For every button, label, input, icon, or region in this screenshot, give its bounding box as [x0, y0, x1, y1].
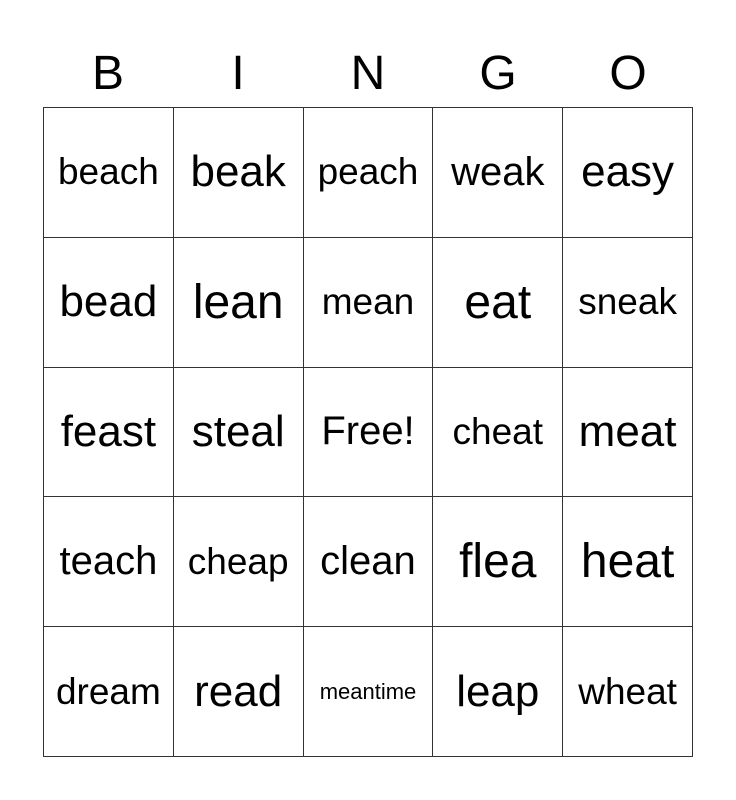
bingo-cell: lean	[174, 238, 304, 368]
bingo-board	[43, 107, 693, 757]
bingo-cell: mean	[304, 238, 434, 368]
bingo-cell: meat	[563, 368, 693, 498]
bingo-cell: feast	[44, 368, 174, 498]
bingo-cell: easy	[563, 108, 693, 238]
bingo-cell: meantime	[304, 627, 434, 757]
bingo-cell: peach	[304, 108, 434, 238]
free-space-cell: Free!	[304, 368, 434, 498]
bingo-cell: sneak	[563, 238, 693, 368]
header-letter-g: G	[479, 47, 517, 100]
bingo-cell: leap	[433, 627, 563, 757]
header-letter-b: B	[91, 47, 124, 100]
bingo-cell: bead	[44, 238, 174, 368]
bingo-cell: read	[174, 627, 304, 757]
bingo-cell: heat	[563, 497, 693, 627]
header-letter-n: N	[350, 47, 386, 100]
bingo-cell: cheat	[433, 368, 563, 498]
bingo-cell: clean	[304, 497, 434, 627]
bingo-cell: weak	[433, 108, 563, 238]
bingo-cell: steal	[174, 368, 304, 498]
bingo-cell: beak	[174, 108, 304, 238]
bingo-cell: flea	[433, 497, 563, 627]
bingo-cell: cheap	[174, 497, 304, 627]
bingo-header	[43, 40, 693, 108]
header-letter-o: O	[609, 47, 647, 100]
bingo-cell: dream	[44, 627, 174, 757]
bingo-cell: beach	[44, 108, 174, 238]
bingo-cell: wheat	[563, 627, 693, 757]
header-letter-i: I	[231, 47, 245, 100]
bingo-cell: teach	[44, 497, 174, 627]
bingo-cell: eat	[433, 238, 563, 368]
